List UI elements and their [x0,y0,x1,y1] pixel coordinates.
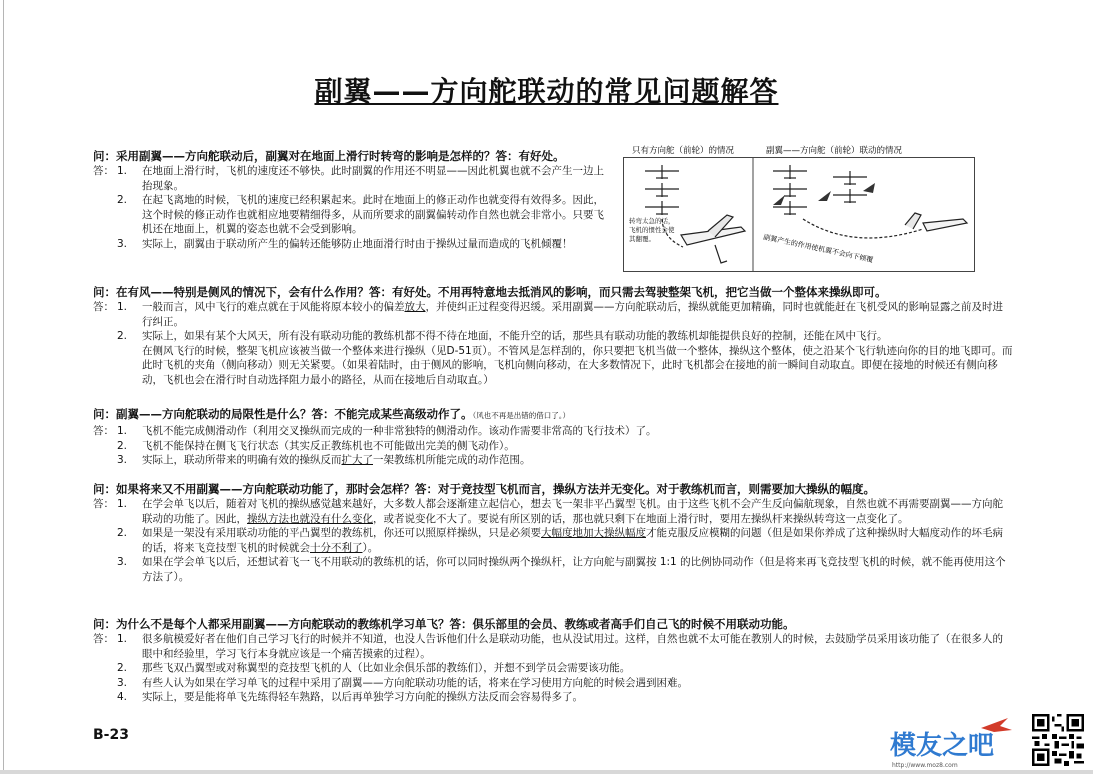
qa-section-1 [93,148,1013,252]
answer-item: 2. 如果是一架没有采用联动功能的平凸翼型的教练机，你还可以照原样操纵，只是必须要大幅度地加大操纵幅度才能克服反应模糊的问题（但是如果你养成了这种操纵时大幅度动作的坏毛病的话，将来飞竞技型飞机的时候就会十分不利了）。 [117,527,1003,554]
page-left-edge [3,0,4,774]
answer-label: 答： [93,425,114,437]
svg-text:其翻覆。: 其翻覆。 [629,235,655,243]
answer-label: 答： [93,301,114,313]
answer-3 [93,424,1013,468]
qa-section-4 [93,481,1013,585]
answer-item: 2. 实际上，如果有某个大风天，所有没有联动功能的教练机都不得不待在地面，不能升空的话，那些具有联动功能的教练机却能提供良好的控制，还能在风中飞行。 [117,330,888,343]
figure-left-title: 只有方向舵（前轮）的情况 [632,146,735,156]
answer-label: 答： [93,498,114,510]
svg-text:飞机的惯性会使: 飞机的惯性会使 [629,226,675,234]
svg-text:转弯太急的话，: 转弯太急的话， [629,217,675,225]
qa-section-3 [93,406,1013,468]
answer-label: 答： [93,633,114,645]
answer-item: 2. 在起飞离地的时候，飞机的速度已经积累起来。此时在地面上的修正动作也就变得有效得多。因此，这个时候的修正动作也就相应地要精细得多，从而所要求的副翼偏转动作自然也就会非常小。只要飞机还在地面上，机翼的姿态也就不会受到影响。 [117,194,604,236]
question-1: 问：采用副翼——方向舵联动后，副翼对在地面上滑行时转弯的影响是怎样的？答：有好处。 [93,149,565,163]
answer-item: 答： 1. 在学会单飞以后，随着对飞机的操纵感觉越来越好，大多数人都会逐渐建立起信心，想去飞一架非平凸翼型飞机。由于这些飞机不会产生反向偏航现象，自然也就不再需要副翼——方向舵联动的功能了。因此，操纵方法也就没有什么变化，或者说变化不大了。要说有所区别的话，那也就只剩下在地面上滑行时，要用左操纵杆来操纵转弯这一点变化了。 [93,498,1003,525]
answer-label: 答： [93,165,114,177]
answer-item: 在侧风飞行的时候，整架飞机应该被当做一个整体来进行操纵（见D-51页）。不管风是怎样刮的，你只要把飞机当做一个整体，操纵这个整体，使之沿某个飞行轨迹向你的目的地飞即可。而此时飞机的夹角（侧向移动）则无关紧要。（如果着陆时，由于侧风的影响，飞机向侧向移动，在大多数情况下，此时飞机都会在接地的前一瞬间自动取直。即便在接地的时候还有侧向移动，飞机也会在滑行时自动选择阻力最小的路径，从而在接地后自动取直。） [142,344,1013,386]
logo-text: 模友之吧 [890,731,995,761]
answer-item: 3. 实际上，副翼由于联动所产生的偏转还能够防止地面滑行时由于操纵过量而造成的飞机倾覆！ [117,237,573,250]
plane-logo-icon [981,718,1012,732]
answer-item: 答： 1. 一般而言，风中飞行的难点就在于风能将原本较小的偏差放大，并使纠正过程变得迟缓。采用副翼——方向舵联动后，操纵就能更加精确，同时也就能赶在飞机受风的影响显露之前及时进行纠正。 [93,301,1003,328]
answer-1 [93,164,613,252]
answer-4 [93,497,1013,585]
qa-section-5 [93,616,1013,705]
question-3: 问：副翼——方向舵联动的局限性是什么？答：不能完成某些高级动作了。（风也不再是出错的借口了。） [93,407,570,421]
question-4: 问：如果将来又不用副翼——方向舵联动功能了，那时会怎样？答：对于竞技型飞机而言，操纵方法并无变化。对于教练机而言，则需要加大操纵的幅度。 [93,482,875,496]
answer-5 [93,632,1013,705]
qr-code-icon [1032,714,1084,766]
question-5: 问：为什么不是每个人都采用副翼——方向舵联动的教练机学习单飞？答：俱乐部里的会员、教练或者高手们自己飞的时候不用联动功能。 [93,617,795,631]
answer-item: 2. 飞机不能保持在侧飞飞行状态（其实反正教练机也不可能做出完美的侧飞动作）。 [117,439,515,452]
page-number: B-23 [93,727,129,743]
answer-item: 答： 1. 飞机不能完成侧滑动作（利用交叉操纵而完成的一种非常独特的侧滑动作。该动作需要非常高的飞行技术）了。 [93,425,657,437]
page-title: 副翼——方向舵联动的常见问题解答 [314,75,779,108]
answer-item: 答： 1. 很多航模爱好者在他们自己学习飞行的时候并不知道，也没人告诉他们什么是联动功能，也从没试用过。这样，自然也就不太可能在教别人的时候，去鼓励学员采用该功能了（在很多人的眼中和经验里，学习飞行本身就应该是一个痛苦摸索的过程）。 [93,633,1003,660]
figure-right-note: 副翼产生的作用使机翼不会向下倾覆 [762,233,874,265]
answer-item: 3. 如果在学会单飞以后，还想试着飞一飞不用联动的教练机的话，你可以同时操纵两个操纵杆，让方向舵与副翼按 1:1 的比例协同动作（但是将来再飞竞技型飞机的时候，就不能再使用这个方法了）。 [117,556,1006,583]
answer-item: 3. 有些人认为如果在学习单飞的过程中采用了副翼——方向舵联动功能的话，将来在学习使用方向舵的时候会遇到困难。 [117,676,688,689]
answer-item: 4. 实际上，要是能将单飞先练得轻车熟路，以后再单独学习方向舵的操纵方法反而会容易得多了。 [117,691,583,704]
answer-item: 3. 实际上，联动所带来的明确有效的操纵反而扩大了一架教练机所能完成的动作范围。 [117,454,531,467]
figure-right-title: 副翼——方向舵（前轮）联动的情况 [766,146,903,156]
answer-item: 答： 1. 在地面上滑行时，飞机的速度还不够快。此时副翼的作用还不明显——因此机翼也就不会产生一边上抬现象。 [93,165,604,192]
qa-section-2 [93,284,1013,388]
answer-item: 2. 那些飞双凸翼型或对称翼型的竞技型飞机的人（比如业余俱乐部的教练们），并想不到学员会需要该功能。 [117,662,631,675]
logo-url: http://www.moz8.com [892,762,958,769]
site-logo [886,714,1016,770]
answer-2 [93,300,1013,388]
question-2: 问：在有风——特别是侧风的情况下，会有什么作用？答：有好处。不用再特意地去抵消风的影响，而只需去驾驶整架飞机，把它当做一个整体来操纵即可。 [93,285,887,299]
page-bottom-edge [0,770,1093,774]
